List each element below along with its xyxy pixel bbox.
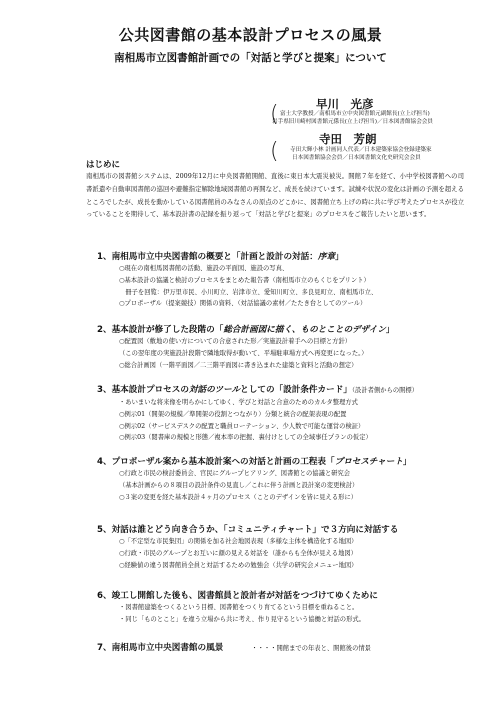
- section-5: [97, 524, 477, 571]
- author-name: 早川 光彦: [316, 97, 374, 111]
- section-6: [97, 590, 477, 626]
- list-item: ○行政と市民の検討委員会、官民にグループヒアリング、図書館との協議と研究会: [119, 470, 351, 477]
- list-item: ○配置図（敷地の使い方についての合意された形／実施設計着手への目標と方針）: [119, 338, 352, 345]
- list-item: ○例示01（開架の規模／準開架の役割とつながり）分類と統合の配架表現の配置: [119, 410, 347, 418]
- section-heading: 7、南相馬市立中央図書館の風景 ・・・・開館までの年表と、開館後の情景: [97, 643, 371, 653]
- section-4: [97, 456, 477, 503]
- section-heading: 6、竣工し開館した後も、図書館員と設計者が対話をつづけてゆくために: [97, 591, 378, 601]
- intro-paragraph: 南相馬市の図書館システムは、2009年12月に中央図書館開館、直後に東日本大震災被災。開館７年を経て、小中学校図書館への司書派遣や自動車図書館の巡回や避難指定解除地域図書館の再開など、成長を続けています。試練や状況の変化は計画の予測を超えるところでしたが、成長を動かしている図書館員のみなさんの原点のどこかに、図書館立ち上げの時に共に学び考えたプロセスが役立っていることを期待して、基本設計書の記録を振り返って「対話と学びと提案」のプロセスをご報告したいと思います。: [86, 172, 464, 219]
- document-title: 公共図書館の基本設計プロセスの風景: [118, 26, 383, 44]
- section-heading: 1、南相馬市立中央図書館の概要と「計画と設計の対話：序章」: [97, 252, 344, 262]
- section-7: [97, 642, 477, 655]
- list-item: ・あいまいな将来像を明らかにしてゆく、学びと対話と合意のためのカルタ整理方式: [119, 399, 358, 406]
- list-item: ・図書館建築をつくるという目標、図書館をつくり育てるという目標を重ねること。: [119, 604, 359, 611]
- author-name: 寺田 芳朗: [319, 132, 377, 146]
- list-item: ・同じ「ものとこと」を違う立場から共に考え、作り見守るという協働と対話の形式。: [119, 615, 365, 623]
- list-item: ○現在の南相馬図書館の活動、施設の平面図、施設の写真、: [119, 265, 289, 272]
- section-heading: 5、対話は誰とどう向き合うか、「コミュニティチャート」で３方向に対話する: [97, 525, 399, 535]
- author-affiliation: 岩手県旧川崎村図書館元係長(立上げ担当)／日本図書館協会会員: [272, 119, 433, 125]
- list-item: ○プロポーザル（提案競技）関係の資料、（対話協議の素材／たたき台としてのツール）: [119, 300, 367, 308]
- section-1: [97, 251, 477, 310]
- author-affiliation: 日本図書館協会会員／日本図書館文化史研究会会員: [292, 155, 421, 161]
- author-affiliation: 寺田大輝小林 計画同人代表／日本建築家協会登録建築家: [290, 147, 432, 153]
- section-heading: 4、プロポーザル案から基本設計案への対話と計画の工程表「プロセスチャート」: [97, 457, 412, 467]
- list-item: （この翌年度の実施設計段階で隣地取得が動いて、平場駐車場方式へ再変更になった。）: [119, 349, 368, 357]
- left-bracket: (: [270, 139, 279, 164]
- section-heading: 3、基本設計プロセスの対話のツールとしての「設計条件カード」（設計者側からの開標）: [97, 385, 419, 395]
- section-2: [97, 324, 477, 371]
- list-item: ○基本設計の協議と検討のプロセスをまとめた報告書（南相馬市立のもくじをプリント）: [119, 276, 370, 284]
- list-item: ○経験値の違う図書館員全員と対話するための勉強会（共学の研究会メニュー地図）: [119, 561, 358, 569]
- left-bracket: (: [270, 102, 279, 127]
- list-item: ○例示02（サービスデスクの配置と職員ローテーション、少人数で可能な運営の検証）: [119, 422, 365, 430]
- intro-heading: はじめに: [86, 160, 121, 170]
- section-3: [97, 384, 477, 444]
- list-item: 冊子を回覧：伊万里市民、小川町立、岩津市立、愛知川町立、多良見町立、南相馬市立、: [119, 288, 378, 296]
- list-item: ○総合計画図（一階平面図／二三階平面図に書き込まれた建築と資料と活動の想定）: [119, 361, 358, 369]
- author-affiliation: 富士大学教授／南相馬市立中央図書館元副館長(立上げ担当): [280, 111, 430, 117]
- list-item: ○「不定型な市民集団」の関係を加る社会地図表現（多様な主体を構造化する地図）: [119, 538, 358, 545]
- list-item: ○例示03（閲書庫の規模と形態／複本率の把握、裏付けとしての全域事任プランの仮定）: [119, 434, 372, 442]
- section-heading: 2、基本設計が修了した段階の「総合計画図に描く、ものとことのデザイン」: [97, 325, 395, 335]
- list-item: ○行政・市民のグループとお互いに顔の見える対話を（誰からも全体が見える地図）: [119, 549, 357, 557]
- document-subtitle: 南相馬市立図書館計画での「対話と学びと提案」について: [114, 52, 387, 64]
- list-item: ○３案の変更を経た基本設計４ヶ月のプロセス（ことのデザインを皆に見える形に）: [119, 493, 358, 501]
- list-item: （基本計画からの８項目の設計条件の見直し／これに伴う計画と設計案の変更検討）: [119, 481, 359, 489]
